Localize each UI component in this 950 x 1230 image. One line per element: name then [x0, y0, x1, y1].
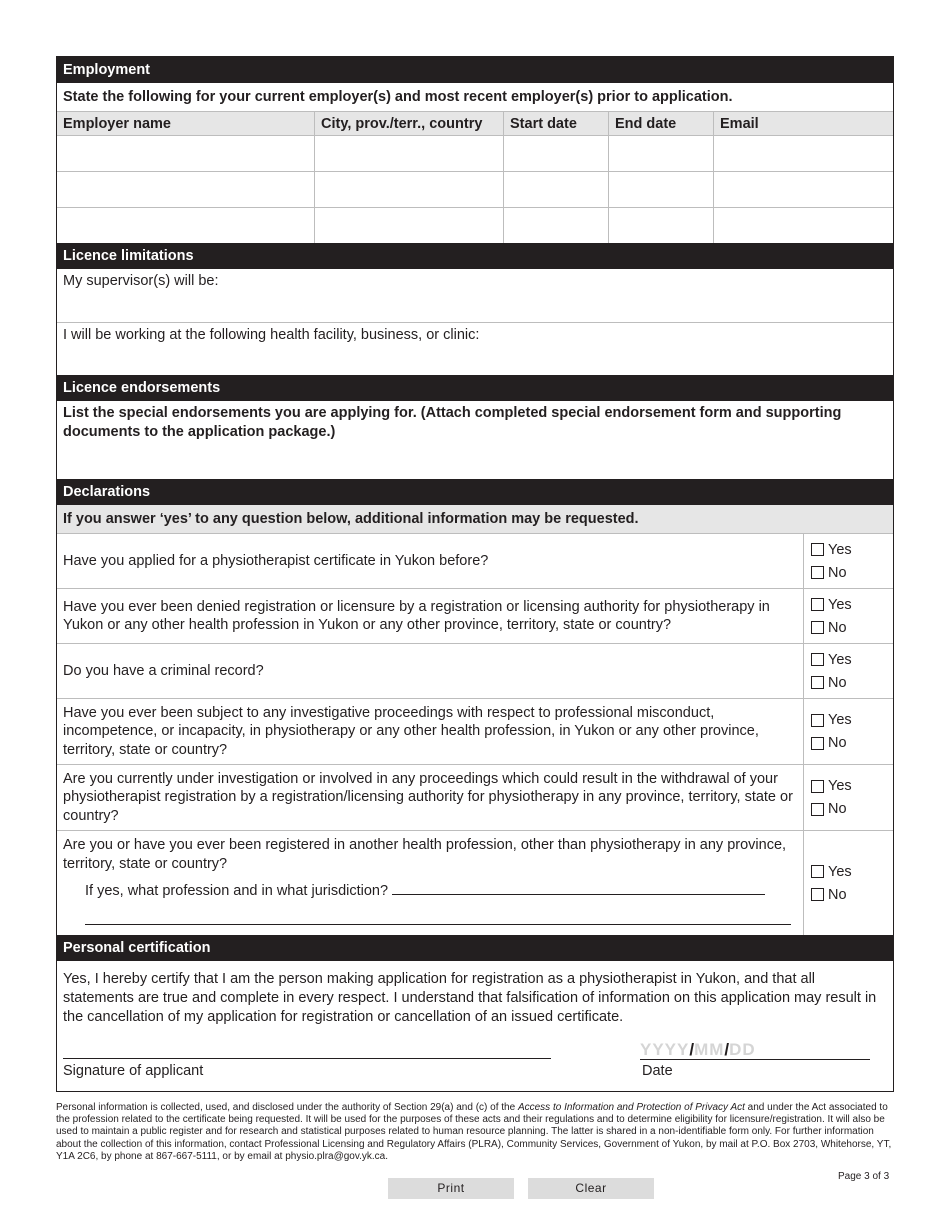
table-row	[57, 171, 893, 207]
column-employer-name: Employer name	[57, 112, 315, 135]
followup-label: If yes, what profession and in what jurisdiction?	[85, 883, 389, 899]
yes-checkbox[interactable]	[811, 780, 824, 793]
end-date-field[interactable]	[609, 172, 714, 207]
end-date-field[interactable]	[609, 136, 714, 171]
profession-jurisdiction-field-line2[interactable]	[85, 911, 791, 925]
column-city: City, prov./terr., country	[315, 112, 504, 135]
page-number: Page 3 of 3	[838, 1171, 890, 1182]
print-button[interactable]: Print	[388, 1178, 514, 1199]
yes-label: Yes	[828, 778, 852, 794]
declaration-row	[57, 588, 893, 643]
supervisor-label: My supervisor(s) will be:	[63, 273, 219, 289]
declaration-question: Are you or have you ever been registered in another health profession, other than physiotherapy in any province, territory, state or country?	[63, 837, 787, 872]
declaration-row	[57, 764, 893, 830]
date-field[interactable]	[640, 1040, 870, 1060]
email-field[interactable]	[714, 172, 893, 207]
date-year-placeholder: YYYY	[640, 1040, 690, 1059]
declaration-row	[57, 643, 893, 698]
column-end-date: End date	[609, 112, 714, 135]
no-label: No	[828, 801, 847, 817]
facility-label: I will be working at the following health facility, business, or clinic:	[63, 327, 480, 343]
employment-table-header	[57, 111, 893, 135]
yes-label: Yes	[828, 712, 852, 728]
yes-checkbox[interactable]	[811, 714, 824, 727]
no-label: No	[828, 619, 847, 636]
declaration-row	[57, 698, 893, 764]
date-month-placeholder: MM	[694, 1040, 725, 1059]
date-separator: /	[724, 1040, 730, 1059]
city-field[interactable]	[315, 136, 504, 171]
yes-label: Yes	[828, 596, 852, 613]
no-label: No	[828, 674, 847, 691]
column-email: Email	[720, 116, 759, 132]
column-start-date: Start date	[504, 112, 609, 135]
employer-name-field[interactable]	[57, 136, 315, 171]
email-field[interactable]	[714, 136, 893, 171]
declarations-heading: Declarations	[57, 479, 893, 505]
no-checkbox[interactable]	[811, 566, 824, 579]
email-field[interactable]	[714, 208, 893, 243]
certification-section	[57, 961, 893, 1091]
start-date-field[interactable]	[504, 172, 609, 207]
yes-label: Yes	[828, 651, 852, 668]
date-day-placeholder: DD	[729, 1040, 756, 1059]
no-label: No	[828, 886, 847, 903]
declaration-question: Have you ever been denied registration or licensure by a registration or licensing authority for physiotherapy in Yukon or any other health profession in Yukon or any other province, territory, state or country?	[57, 589, 804, 643]
no-checkbox[interactable]	[811, 737, 824, 750]
table-row	[57, 207, 893, 243]
declaration-row	[57, 830, 893, 935]
end-date-field[interactable]	[609, 208, 714, 243]
table-row	[57, 135, 893, 171]
licence-limitations-heading: Licence limitations	[57, 243, 893, 269]
employer-name-field[interactable]	[57, 208, 315, 243]
supervisor-field[interactable]	[57, 269, 893, 322]
declaration-question: Are you currently under investigation or involved in any proceedings which could result in the withdrawal of your physiotherapist registration by a registration/licensing authority for physiotherapy in any province, territory, state or country?	[57, 765, 804, 830]
start-date-field[interactable]	[504, 136, 609, 171]
yes-label: Yes	[828, 863, 852, 880]
endorsements-field[interactable]	[57, 401, 893, 479]
profession-jurisdiction-field[interactable]	[392, 881, 765, 895]
no-checkbox[interactable]	[811, 676, 824, 689]
no-label: No	[828, 735, 847, 751]
city-field[interactable]	[315, 172, 504, 207]
signature-label: Signature of applicant	[63, 1063, 204, 1079]
signature-field[interactable]	[63, 1058, 551, 1059]
employment-instruction: State the following for your current employer(s) and most recent employer(s) prior to application.	[63, 89, 733, 105]
declaration-row	[57, 533, 893, 588]
endorsements-instruction: List the special endorsements you are applying for. (Attach completed special endorsement form and supporting documents to the application package.)	[63, 405, 842, 440]
employer-name-field[interactable]	[57, 172, 315, 207]
city-field[interactable]	[315, 208, 504, 243]
declarations-note: If you answer ‘yes’ to any question below, additional information may be requested.	[63, 511, 639, 527]
personal-certification-heading: Personal certification	[57, 935, 893, 961]
start-date-field[interactable]	[504, 208, 609, 243]
yes-checkbox[interactable]	[811, 598, 824, 611]
yes-label: Yes	[828, 541, 852, 558]
privacy-text-end: and under the Act associated to the profession related to the certificate being requested. It will be used for the purposes of these acts and their regulations and to determine eligibility for licensure/registration. It will also be used to maintain a public register and for research and statistical purposes related to human resource planning. The latter is shared in a non-identifiable form only. For further information about the collection of this information, contact Professional Licensing and Regulatory Affairs (PLRA), Community Services, Government of Yukon, by mail at P.O. Box 2703, Whitehorse, YT, Y1A 2C6, by phone at 867-667-5111, or by email at physio.plra@gov.yk.ca.	[56, 1102, 892, 1162]
declaration-question: Have you applied for a physiotherapist certificate in Yukon before?	[57, 534, 804, 588]
yes-checkbox[interactable]	[811, 865, 824, 878]
employment-heading: Employment	[57, 57, 893, 83]
privacy-notice	[56, 1102, 896, 1163]
privacy-text-start: Personal information is collected, used, and disclosed under the authority of Section 29(a) and (c) of the	[56, 1102, 518, 1113]
no-checkbox[interactable]	[811, 621, 824, 634]
declaration-question: Have you ever been subject to any investigative proceedings with respect to professional misconduct, incompetence, or incapacity, in physiotherapy or any other health profession, in Yukon or any other province, territory, state or country?	[57, 699, 804, 764]
yes-checkbox[interactable]	[811, 653, 824, 666]
yes-checkbox[interactable]	[811, 543, 824, 556]
licence-endorsements-heading: Licence endorsements	[57, 375, 893, 401]
facility-field[interactable]	[57, 322, 893, 375]
date-label: Date	[642, 1063, 673, 1079]
no-label: No	[828, 564, 847, 581]
certification-statement: Yes, I hereby certify that I am the person making application for registration as a physiotherapist in Yukon, and that all statements are true and complete in every respect. I understand that falsification of information on this application may result in the cancellation of my application for registration or cancellation of an issued certificate.	[63, 971, 877, 1025]
application-form-page	[56, 56, 894, 1092]
no-checkbox[interactable]	[811, 803, 824, 816]
no-checkbox[interactable]	[811, 888, 824, 901]
clear-button[interactable]: Clear	[528, 1178, 654, 1199]
privacy-act-title: Access to Information and Protection of Privacy Act	[517, 1102, 745, 1113]
declaration-question: Do you have a criminal record?	[57, 644, 804, 698]
date-separator: /	[689, 1040, 695, 1059]
